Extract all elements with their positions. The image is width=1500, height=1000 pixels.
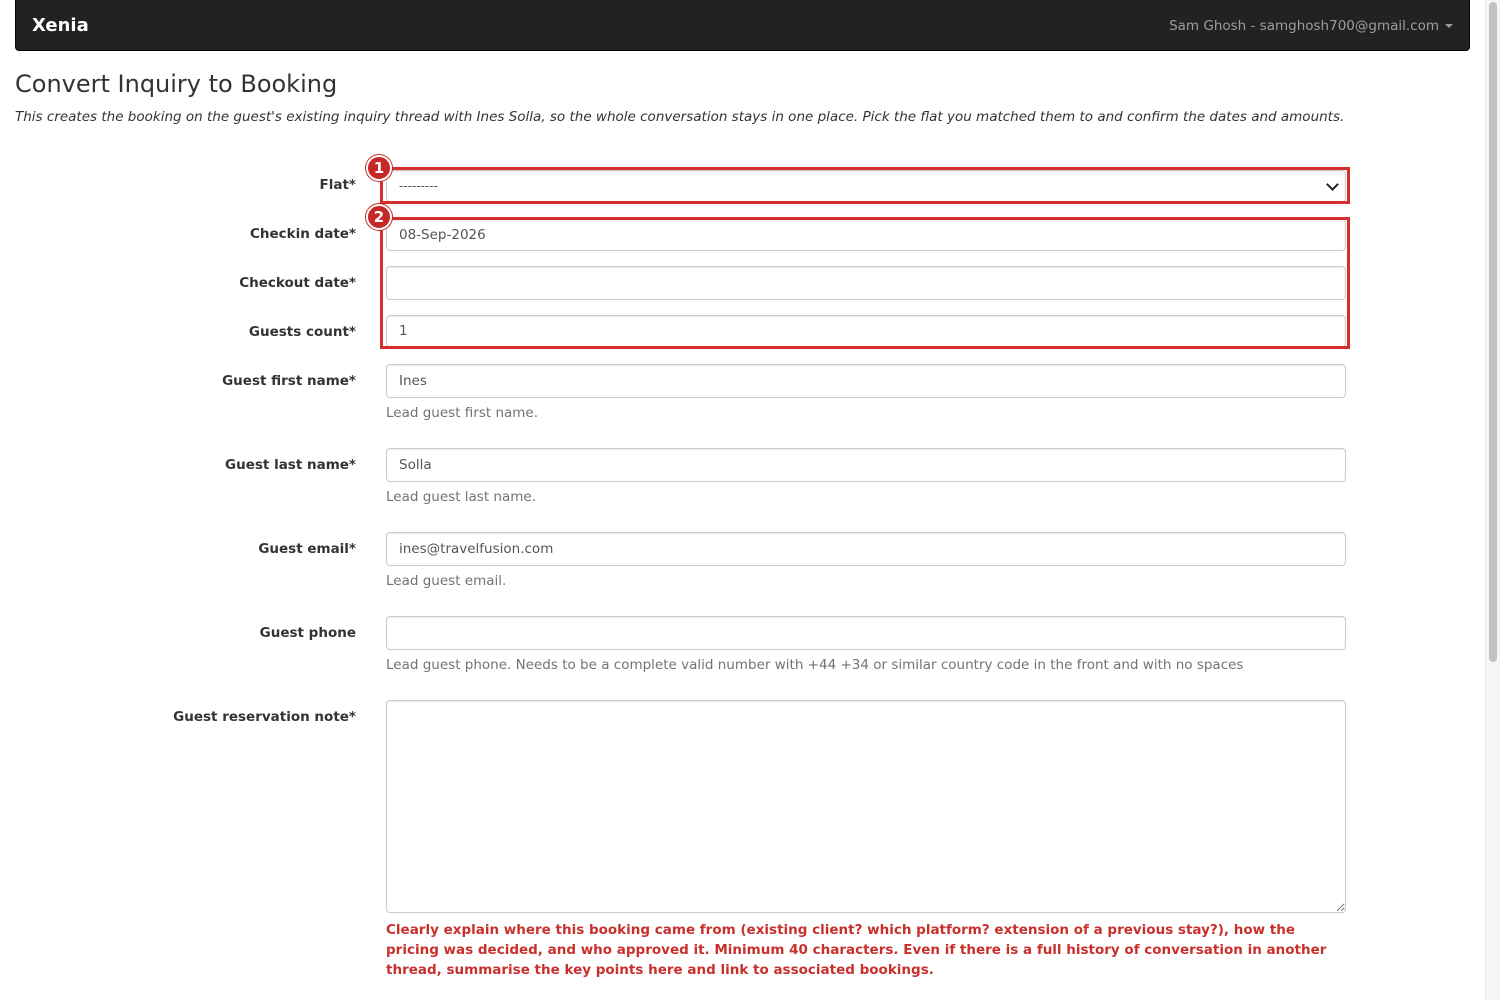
checkout-date-label: Checkout date* (239, 275, 356, 291)
brand-logo[interactable]: Xenia (32, 15, 89, 36)
guests-count-input[interactable] (386, 315, 1346, 347)
checkin-date-label: Checkin date* (249, 226, 356, 242)
intro-text: This creates the booking on the guest's existing inquiry thread with Ines Solla, so the whole conversation stays in one place. Pick the flat you matched them to and confirm the dates and amounts. (15, 109, 1345, 125)
guest-first-name-label: Guest first name* (222, 373, 356, 389)
guest-last-name-label: Guest last name* (225, 457, 356, 473)
guest-reservation-note-help: Clearly explain where this booking came from (existing client? which platform? extension of a previous stay?), how the pricing was decided, and who approved it. Minimum 40 characters. Even if there is a full history of conversation in another thread, summarise the key points here and link to associated bookings. (386, 922, 1327, 978)
chevron-down-icon (1326, 178, 1339, 191)
guest-email-help: Lead guest email. (386, 573, 507, 589)
guest-phone-label: Guest phone (259, 625, 356, 641)
guest-first-name-input[interactable] (386, 364, 1346, 398)
page-title: Convert Inquiry to Booking (15, 70, 338, 98)
guest-email-label: Guest email* (258, 541, 356, 557)
annotation-badge-2: 2 (366, 204, 392, 230)
guest-phone-input[interactable] (386, 616, 1346, 650)
navbar (15, 0, 1470, 51)
guest-first-name-help: Lead guest first name. (386, 405, 539, 421)
checkin-date-input[interactable] (386, 219, 1346, 251)
checkout-date-input[interactable] (386, 266, 1346, 300)
user-menu-dropdown[interactable] (1169, 18, 1453, 34)
flat-label: Flat* (319, 177, 356, 193)
guest-reservation-note-textarea[interactable] (386, 700, 1346, 913)
annotation-badge-1: 1 (366, 155, 392, 181)
guests-count-label: Guests count* (248, 324, 356, 340)
page-scrollbar[interactable] (1485, 0, 1500, 1000)
caret-down-icon (1445, 24, 1453, 28)
guest-phone-help: Lead guest phone. Needs to be a complete valid number with +44 +34 or similar country code in the front and with no spaces (386, 657, 1244, 673)
user-menu-label: Sam Ghosh - samghosh700@gmail.com (1169, 18, 1439, 34)
guest-email-input[interactable] (386, 532, 1346, 566)
flat-select[interactable] (386, 170, 1346, 202)
guest-last-name-help: Lead guest last name. (386, 489, 536, 505)
scrollbar-thumb[interactable] (1489, 2, 1497, 662)
guest-reservation-note-label: Guest reservation note* (173, 709, 356, 725)
flat-select-value: --------- (399, 179, 438, 193)
guest-last-name-input[interactable] (386, 448, 1346, 482)
